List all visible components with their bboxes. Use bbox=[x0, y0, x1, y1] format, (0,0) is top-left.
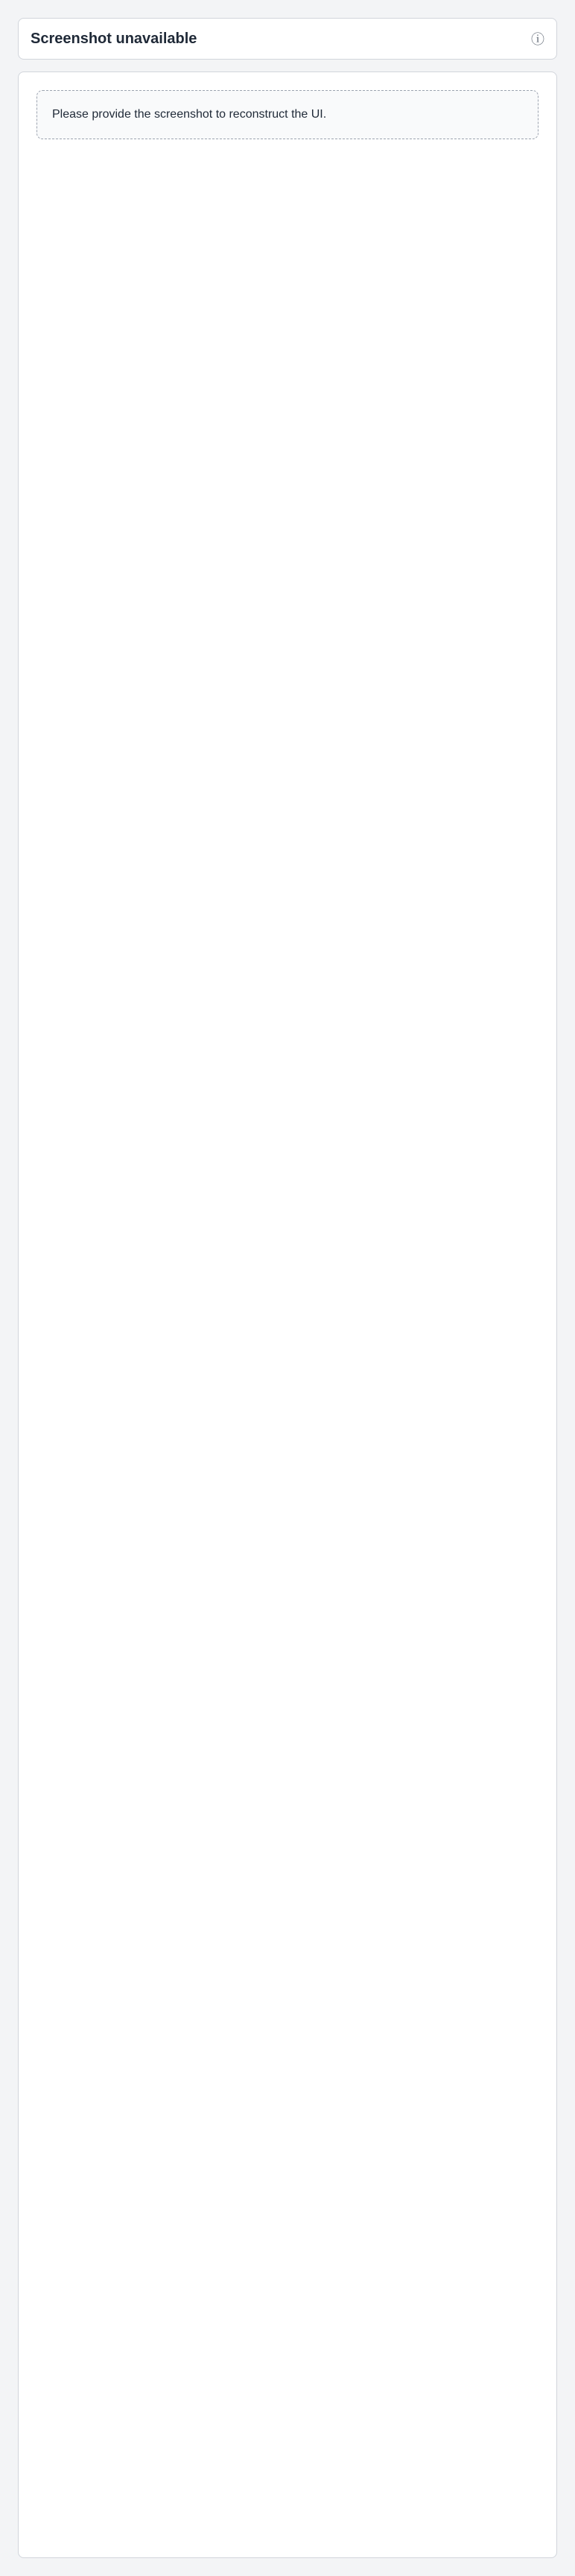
main-content bbox=[18, 71, 557, 2558]
info-icon: ⓘ bbox=[531, 32, 544, 47]
missing-image-notice: Please provide the screenshot to reconstruct the UI. bbox=[36, 90, 539, 139]
page-header bbox=[18, 18, 557, 60]
page-title: Screenshot unavailable bbox=[31, 30, 197, 47]
